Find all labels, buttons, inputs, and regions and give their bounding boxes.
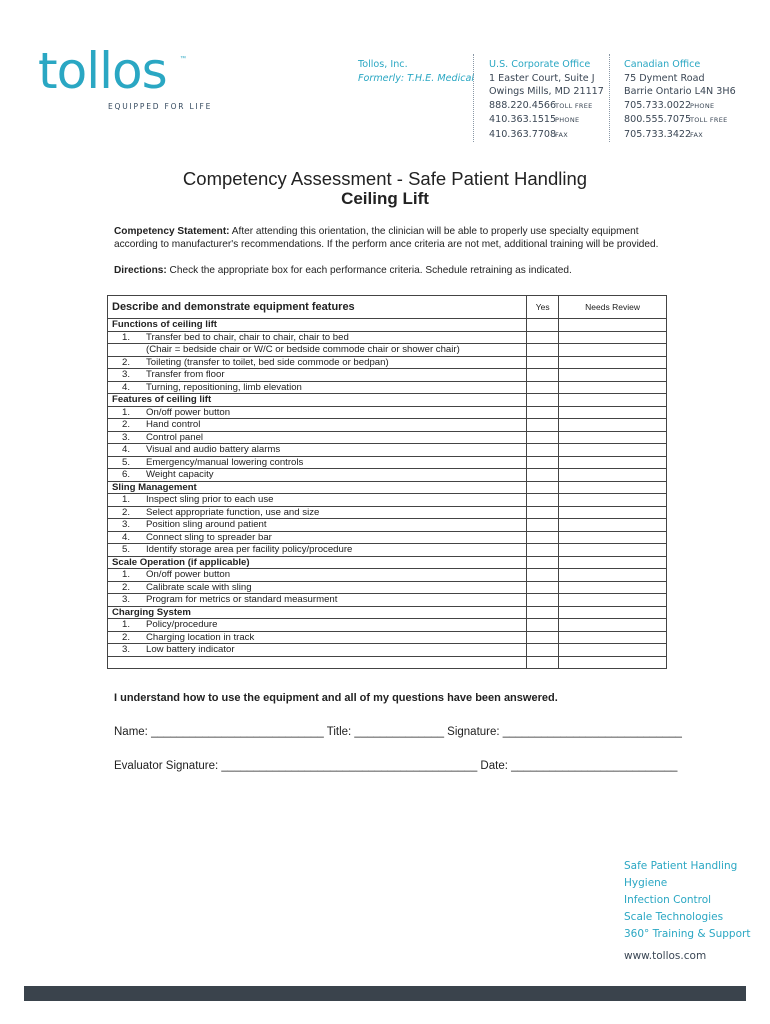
criteria-cell	[108, 594, 527, 607]
table-row	[108, 644, 667, 657]
header-divider-2	[609, 54, 610, 142]
needs-review-checkbox-cell[interactable]	[559, 556, 667, 569]
needs-review-checkbox-cell[interactable]	[559, 394, 667, 407]
competency-statement-text: After attending this orientation, the clinician will be able to properly use specialty equipment according to manufacturer's recommendations. If the perform ance criteria are not met, additional training will be provided.	[114, 226, 659, 250]
footer-item: 360° Training & Support	[624, 928, 751, 940]
criteria-cell	[108, 369, 527, 382]
criteria-number: 3.	[122, 644, 131, 655]
table-row	[108, 569, 667, 582]
criteria-cell	[108, 456, 527, 469]
criteria-cell	[108, 419, 527, 432]
criteria-text: Visual and audio battery alarms	[146, 444, 281, 455]
table-row	[108, 469, 667, 482]
criteria-cell	[108, 356, 527, 369]
yes-checkbox-cell[interactable]	[527, 381, 559, 394]
company-info	[358, 58, 474, 85]
needs-review-checkbox-cell[interactable]	[559, 581, 667, 594]
criteria-number: 6.	[122, 469, 131, 480]
criteria-text: Identify storage area per facility policy/procedure	[146, 544, 353, 555]
criteria-number: 5.	[122, 544, 131, 555]
criteria-cell	[108, 544, 527, 557]
criteria-text: Inspect sling prior to each use	[146, 494, 274, 505]
table-row	[108, 431, 667, 444]
needs-review-checkbox-cell[interactable]	[559, 656, 667, 669]
criteria-number: 4.	[122, 381, 131, 393]
criteria-number: 2.	[122, 356, 131, 368]
yes-checkbox-cell[interactable]	[527, 494, 559, 507]
criteria-cell	[108, 469, 527, 482]
needs-review-checkbox-cell[interactable]	[559, 481, 667, 494]
understanding-statement: I understand how to use the equipment and all of my questions have been answered.	[114, 692, 558, 704]
us-phone-number: 410.363.7708	[489, 128, 557, 140]
us-phone-number: 888.220.4566	[489, 99, 557, 111]
table-row	[108, 619, 667, 632]
section-title: Scale Operation (if applicable)	[108, 556, 527, 569]
directions	[114, 265, 674, 278]
criteria-number: 4.	[122, 444, 131, 455]
criteria-text: Calibrate scale with sling	[146, 581, 252, 593]
criteria-cell	[108, 344, 527, 357]
section-title: Sling Management	[108, 481, 527, 494]
assessment-table-body	[108, 319, 667, 669]
needs-review-checkbox-cell[interactable]	[559, 406, 667, 419]
table-row	[108, 444, 667, 457]
footer-url[interactable]: www.tollos.com	[624, 950, 707, 962]
criteria-number: 2.	[122, 581, 131, 593]
yes-checkbox-cell[interactable]	[527, 556, 559, 569]
ca-phone-row	[624, 128, 736, 143]
criteria-number: 1.	[122, 494, 131, 505]
criteria-cell	[108, 494, 527, 507]
criteria-cell	[108, 444, 527, 457]
ca-phone-number: 705.733.3422	[624, 128, 692, 140]
criteria-text: (Chair = bedside chair or W/C or bedside commode chair or shower chair)	[146, 344, 460, 355]
us-office-title: U.S. Corporate Office	[489, 59, 591, 70]
table-row	[108, 419, 667, 432]
ca-phone-label: TOLL FREE	[690, 116, 728, 125]
criteria-cell	[108, 631, 527, 644]
yes-checkbox-cell[interactable]	[527, 344, 559, 357]
us-phone-row	[489, 128, 604, 143]
criteria-cell	[108, 619, 527, 632]
needs-review-checkbox-cell[interactable]	[559, 569, 667, 582]
criteria-text: Position sling around patient	[146, 519, 267, 530]
table-row	[108, 519, 667, 532]
needs-review-checkbox-cell[interactable]	[559, 431, 667, 444]
section-row	[108, 556, 667, 569]
needs-review-checkbox-cell[interactable]	[559, 644, 667, 657]
needs-review-checkbox-cell[interactable]	[559, 344, 667, 357]
section-title: Functions of ceiling lift	[108, 319, 527, 332]
table-row	[108, 581, 667, 594]
criteria-number: 1.	[122, 406, 131, 418]
section-row	[108, 319, 667, 332]
yes-checkbox-cell[interactable]	[527, 369, 559, 382]
yes-checkbox-cell[interactable]	[527, 656, 559, 669]
yes-checkbox-cell[interactable]	[527, 419, 559, 432]
yes-checkbox-cell[interactable]	[527, 469, 559, 482]
ca-phone-row	[624, 113, 736, 128]
needs-review-checkbox-cell[interactable]	[559, 631, 667, 644]
ca-phone-label: FAX	[690, 130, 703, 139]
yes-checkbox-cell[interactable]	[527, 319, 559, 332]
us-phone-label: FAX	[555, 130, 568, 139]
criteria-text: Charging location in track	[146, 631, 255, 643]
criteria-number: 3.	[122, 369, 131, 380]
needs-review-checkbox-cell[interactable]	[559, 369, 667, 382]
us-phone-label: PHONE	[555, 116, 580, 125]
criteria-text: Transfer from floor	[146, 369, 225, 380]
criteria-number: 2.	[122, 506, 131, 518]
yes-checkbox-cell[interactable]	[527, 594, 559, 607]
criteria-text: Connect sling to spreader bar	[146, 531, 272, 543]
table-row	[108, 356, 667, 369]
ca-office-address1: 75 Dyment Road	[624, 72, 705, 84]
page-subtitle: Ceiling Lift	[341, 189, 429, 208]
criteria-number: 4.	[122, 531, 131, 543]
criteria-number: 1.	[122, 619, 131, 630]
us-office-address1: 1 Easter Court, Suite J	[489, 72, 595, 84]
criteria-text: Control panel	[146, 431, 204, 443]
empty-cell	[108, 656, 527, 669]
criteria-cell	[108, 644, 527, 657]
yes-checkbox-cell[interactable]	[527, 506, 559, 519]
needs-review-checkbox-cell[interactable]	[559, 594, 667, 607]
footer-item: Safe Patient Handling	[624, 860, 738, 872]
criteria-text: Transfer bed to chair, chair to chair, chair to bed	[146, 331, 349, 343]
ca-phone-number: 705.733.0022	[624, 99, 692, 111]
table-row	[108, 506, 667, 519]
ca-office	[624, 58, 736, 143]
yes-checkbox-cell[interactable]	[527, 581, 559, 594]
table-row	[108, 631, 667, 644]
ca-phone-number: 800.555.7075	[624, 114, 692, 126]
yes-checkbox-cell[interactable]	[527, 444, 559, 457]
header-yes: Yes	[527, 296, 559, 319]
yes-checkbox-cell[interactable]	[527, 631, 559, 644]
yes-checkbox-cell[interactable]	[527, 481, 559, 494]
needs-review-checkbox-cell[interactable]	[559, 619, 667, 632]
needs-review-checkbox-cell[interactable]	[559, 469, 667, 482]
ca-phone-row	[624, 99, 736, 114]
criteria-text: Program for metrics or standard measurment	[146, 594, 338, 605]
table-row	[108, 344, 667, 357]
table-row	[108, 406, 667, 419]
competency-statement-label: Competency Statement:	[114, 226, 230, 237]
criteria-number: 2.	[122, 419, 131, 430]
yes-checkbox-cell[interactable]	[527, 619, 559, 632]
table-row	[108, 594, 667, 607]
yes-checkbox-cell[interactable]	[527, 456, 559, 469]
needs-review-checkbox-cell[interactable]	[559, 544, 667, 557]
company-formerly: Formerly: T.H.E. Medical	[358, 72, 475, 84]
criteria-text: Hand control	[146, 419, 201, 430]
header-needs-review: Needs Review	[559, 296, 667, 319]
logo-wordmark: tollos	[38, 42, 167, 100]
directions-label: Directions:	[114, 265, 167, 276]
yes-checkbox-cell[interactable]	[527, 519, 559, 532]
directions-text: Check the appropriate box for each performance criteria. Schedule retraining as indicated.	[169, 265, 572, 276]
needs-review-checkbox-cell[interactable]	[559, 356, 667, 369]
criteria-number: 3.	[122, 519, 131, 530]
section-row	[108, 394, 667, 407]
us-office	[489, 58, 604, 143]
needs-review-checkbox-cell[interactable]	[559, 506, 667, 519]
ca-office-address2: Barrie Ontario L4N 3H6	[624, 86, 736, 98]
criteria-number: 3.	[122, 594, 131, 605]
table-row	[108, 544, 667, 557]
needs-review-checkbox-cell[interactable]	[559, 494, 667, 507]
needs-review-checkbox-cell[interactable]	[559, 456, 667, 469]
criteria-text: Policy/procedure	[146, 619, 218, 630]
yes-checkbox-cell[interactable]	[527, 569, 559, 582]
needs-review-checkbox-cell[interactable]	[559, 606, 667, 619]
criteria-text: Low battery indicator	[146, 644, 235, 655]
criteria-cell	[108, 531, 527, 544]
us-office-address2: Owings Mills, MD 21117	[489, 86, 604, 98]
assessment-table	[107, 295, 667, 669]
criteria-number: 3.	[122, 431, 131, 443]
header-features: Describe and demonstrate equipment features	[108, 296, 527, 319]
logo-trademark: ™	[180, 56, 186, 62]
criteria-cell	[108, 431, 527, 444]
criteria-text: Emergency/manual lowering controls	[146, 456, 304, 468]
company-name: Tollos, Inc.	[358, 59, 408, 70]
table-header-row	[108, 296, 667, 319]
yes-checkbox-cell[interactable]	[527, 356, 559, 369]
section-title: Features of ceiling lift	[108, 394, 527, 407]
needs-review-checkbox-cell[interactable]	[559, 381, 667, 394]
footer-item: Scale Technologies	[624, 911, 724, 923]
criteria-cell	[108, 519, 527, 532]
criteria-cell	[108, 581, 527, 594]
ca-office-title: Canadian Office	[624, 59, 701, 70]
logo-tagline: EQUIPPED FOR LIFE	[108, 102, 213, 111]
needs-review-checkbox-cell[interactable]	[559, 319, 667, 332]
yes-checkbox-cell[interactable]	[527, 331, 559, 344]
footer-services	[624, 858, 750, 965]
needs-review-checkbox-cell[interactable]	[559, 519, 667, 532]
needs-review-checkbox-cell[interactable]	[559, 419, 667, 432]
yes-checkbox-cell[interactable]	[527, 431, 559, 444]
table-row	[108, 369, 667, 382]
name-title-signature-line[interactable]: Name: ___________________________ Title: ______________ Signature: ____________________________	[114, 726, 682, 738]
criteria-cell	[108, 381, 527, 394]
criteria-text: On/off power button	[146, 406, 231, 418]
table-row	[108, 331, 667, 344]
criteria-text: Weight capacity	[146, 469, 214, 480]
section-row	[108, 606, 667, 619]
criteria-text: Select appropriate function, use and size	[146, 506, 320, 518]
section-title: Charging System	[108, 606, 527, 619]
ca-phone-label: PHONE	[690, 101, 715, 110]
needs-review-checkbox-cell[interactable]	[559, 531, 667, 544]
evaluator-date-line[interactable]: Evaluator Signature: ________________________________________ Date: __________________________	[114, 760, 678, 772]
criteria-text: Turning, repositioning, limb elevation	[146, 381, 302, 393]
header-divider-1	[473, 54, 474, 142]
yes-checkbox-cell[interactable]	[527, 544, 559, 557]
us-phone-row	[489, 113, 604, 128]
yes-checkbox-cell[interactable]	[527, 406, 559, 419]
criteria-number: 1.	[122, 331, 131, 343]
criteria-cell	[108, 406, 527, 419]
page-title: Competency Assessment - Safe Patient Handling	[182, 168, 588, 189]
yes-checkbox-cell[interactable]	[527, 531, 559, 544]
criteria-cell	[108, 569, 527, 582]
criteria-cell	[108, 506, 527, 519]
table-row	[108, 494, 667, 507]
table-row-empty	[108, 656, 667, 669]
criteria-cell	[108, 331, 527, 344]
footer-bar	[24, 986, 746, 1001]
criteria-number: 5.	[122, 456, 131, 468]
us-phone-row	[489, 99, 604, 114]
us-phone-label: TOLL FREE	[555, 101, 593, 110]
needs-review-checkbox-cell[interactable]	[559, 444, 667, 457]
us-phone-number: 410.363.1515	[489, 114, 557, 126]
yes-checkbox-cell[interactable]	[527, 644, 559, 657]
criteria-number: 2.	[122, 631, 131, 643]
table-row	[108, 531, 667, 544]
tollos-logo	[38, 42, 213, 111]
needs-review-checkbox-cell[interactable]	[559, 331, 667, 344]
footer-item: Hygiene	[624, 877, 668, 889]
competency-statement	[114, 226, 674, 251]
footer-item: Infection Control	[624, 894, 712, 906]
table-row	[108, 381, 667, 394]
criteria-text: Toileting (transfer to toilet, bed side commode or bedpan)	[146, 356, 389, 368]
section-row	[108, 481, 667, 494]
yes-checkbox-cell[interactable]	[527, 394, 559, 407]
table-row	[108, 456, 667, 469]
yes-checkbox-cell[interactable]	[527, 606, 559, 619]
criteria-text: On/off power button	[146, 569, 231, 580]
criteria-number: 1.	[122, 569, 131, 580]
